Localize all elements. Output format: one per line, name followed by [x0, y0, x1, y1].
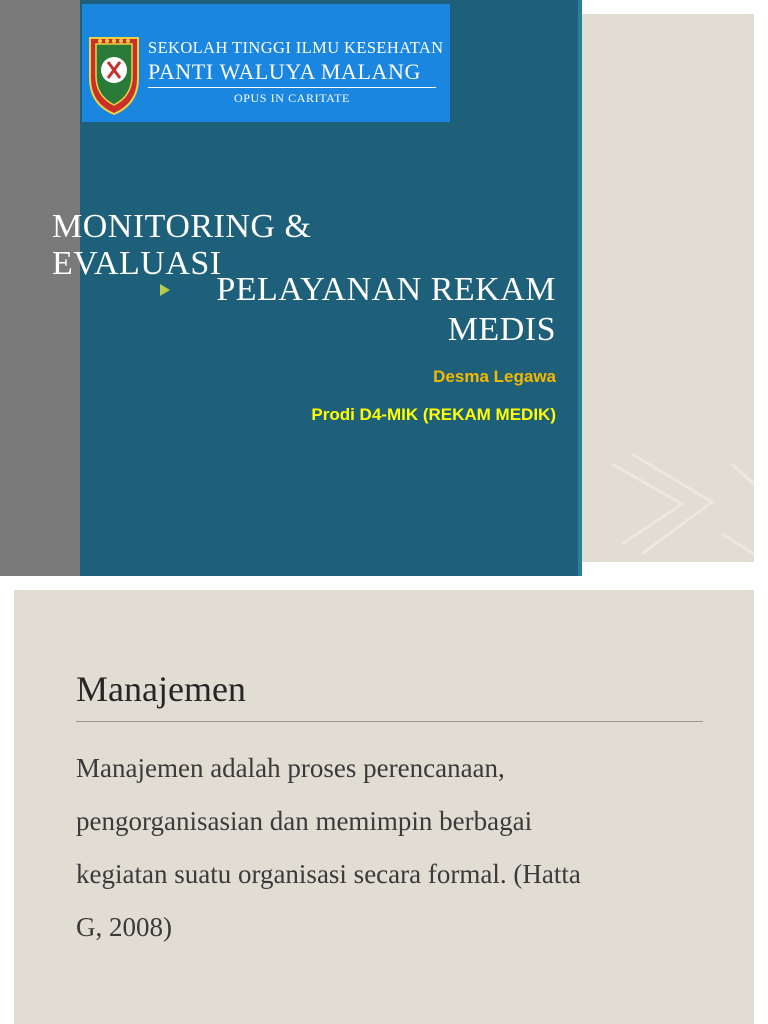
bullet-triangle-icon [160, 284, 170, 296]
right-beige-panel [582, 14, 754, 562]
slide-subtitle: PELAYANAN REKAM MEDIS [216, 271, 556, 348]
institution-banner [82, 4, 450, 122]
heading-divider [76, 721, 703, 722]
left-gray-band [0, 0, 80, 576]
institution-line1: SEKOLAH TINGGI ILMU KESEHATAN [148, 38, 444, 57]
banner-divider [148, 87, 436, 88]
institution-motto: OPUS IN CARITATE [234, 91, 350, 105]
content-body: Manajemen adalah proses perencanaan, pengorganisasian dan memimpin berbagai kegiatan suatu organisasi secara formal. (Hatta G, 2008) [76, 753, 581, 942]
institution-seal-icon [86, 32, 142, 116]
title-panel-edge [578, 0, 582, 576]
slide-title: MONITORING & EVALUASI [52, 208, 312, 282]
decorative-lines [582, 14, 754, 562]
author-name: Desma Legawa [433, 367, 556, 386]
study-program: Prodi D4-MIK (REKAM MEDIK) [311, 405, 556, 424]
content-slide [14, 590, 754, 1024]
institution-name: PANTI WALUYA MALANG [148, 59, 421, 84]
content-heading: Manajemen [76, 669, 246, 709]
